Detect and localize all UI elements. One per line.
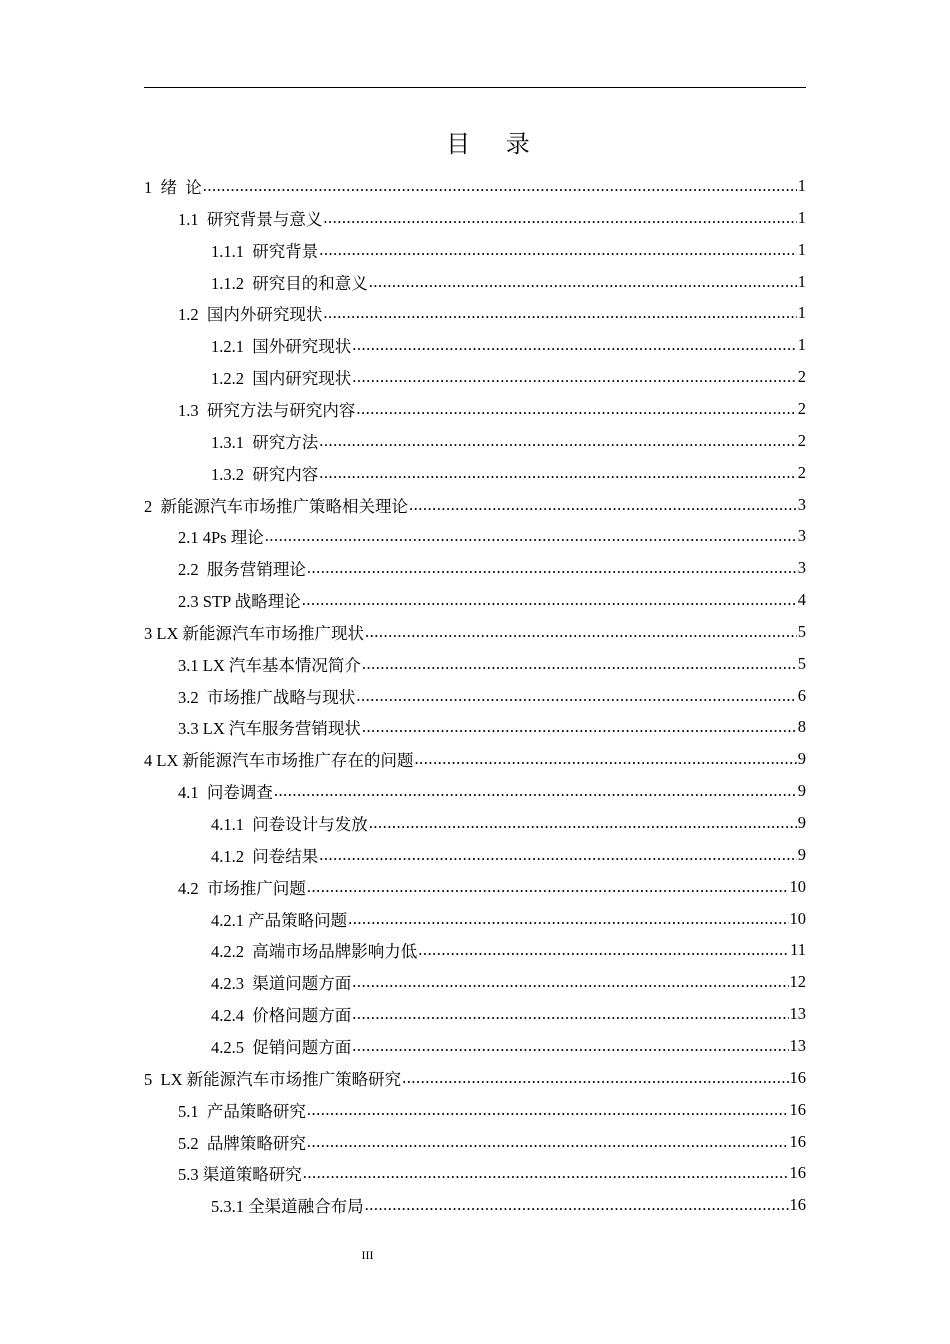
toc-leader-dots	[307, 1100, 789, 1120]
toc-leader-dots	[409, 495, 797, 515]
toc-leader-dots	[356, 686, 796, 706]
toc-entry-page: 5	[797, 654, 806, 673]
toc-entry[interactable]	[178, 584, 806, 616]
page-number: III	[361, 1248, 374, 1262]
toc-entry[interactable]	[178, 202, 806, 234]
toc-entry-page: 2	[797, 399, 806, 418]
toc-leader-dots	[365, 622, 797, 642]
toc-entry-page: 11	[790, 940, 806, 959]
toc-entry[interactable]	[144, 616, 806, 648]
toc-entry-label: 5.1 产品策略研究	[178, 1102, 306, 1121]
toc-entry-label: 2.2 服务营销理论	[178, 560, 306, 579]
toc-entry-label: 4.2.1 产品策略问题	[211, 911, 348, 930]
toc-entry[interactable]	[178, 775, 806, 807]
toc-leader-dots	[356, 399, 796, 419]
toc-leader-dots	[323, 303, 796, 323]
toc-entry-page: 3	[797, 526, 806, 545]
toc-title: 目 录	[446, 130, 544, 158]
toc-leader-dots	[319, 845, 797, 865]
toc-entry-label: 1.1.1 研究背景	[211, 242, 319, 261]
toc-entry-label: 1.3.2 研究内容	[211, 465, 319, 484]
toc-leader-dots	[352, 367, 797, 387]
toc-entry-label: 4.2.5 促销问题方面	[211, 1038, 352, 1057]
toc-entry[interactable]	[144, 1062, 806, 1094]
toc-entry[interactable]	[211, 457, 806, 489]
toc-entry-label: 5.2 品牌策略研究	[178, 1134, 306, 1153]
toc-leader-dots	[265, 526, 797, 546]
toc-entry-page: 2	[797, 431, 806, 450]
toc-entry-label: 1.2.1 国外研究现状	[211, 337, 352, 356]
toc-entry-label: 1.2 国内外研究现状	[178, 305, 323, 324]
toc-leader-dots	[319, 431, 797, 451]
toc-entry-page: 3	[797, 558, 806, 577]
toc-leader-dots	[302, 590, 797, 610]
toc-entry[interactable]	[211, 234, 806, 266]
toc-entry-label: 4.2 市场推广问题	[178, 879, 306, 898]
toc-entry-page: 9	[797, 845, 806, 864]
toc-entry-label: 2 新能源汽车市场推广策略相关理论	[144, 497, 408, 516]
toc-entry-page: 9	[797, 749, 806, 768]
toc-entry-label: 3 LX 新能源汽车市场推广现状	[144, 624, 364, 643]
toc-entry-label: 1.2.2 国内研究现状	[211, 369, 352, 388]
toc-leader-dots	[402, 1068, 788, 1088]
toc-entry[interactable]	[211, 966, 806, 998]
toc-entry-page: 16	[789, 1132, 806, 1151]
toc-leader-dots	[418, 940, 789, 960]
toc-entry[interactable]	[211, 266, 806, 298]
toc-entry[interactable]	[178, 648, 806, 680]
toc-entry-page: 6	[797, 686, 806, 705]
toc-entry[interactable]	[178, 871, 806, 903]
toc-leader-dots	[307, 877, 789, 897]
header-rule	[144, 87, 806, 88]
toc-entry-label: 4.2.3 渠道问题方面	[211, 974, 352, 993]
toc-entry[interactable]	[211, 425, 806, 457]
toc-entry[interactable]	[211, 934, 806, 966]
toc-entry-label: 5.3.1 全渠道融合布局	[211, 1197, 364, 1216]
toc-entry-page: 12	[789, 972, 806, 991]
toc-entry[interactable]	[178, 680, 806, 712]
toc-entry-label: 2.3 STP 战略理论	[178, 592, 301, 611]
toc-leader-dots	[352, 1004, 788, 1024]
toc-entry[interactable]	[211, 1189, 806, 1221]
toc-entry[interactable]	[178, 1094, 806, 1126]
toc-entry-label: 3.1 LX 汽车基本情况简介	[178, 656, 361, 675]
toc-entry-page: 5	[797, 622, 806, 641]
toc-entry-label: 4.2.2 高端市场品牌影响力低	[211, 942, 418, 961]
toc-leader-dots	[362, 717, 797, 737]
toc-entry-page: 1	[797, 208, 806, 227]
toc-leader-dots	[369, 813, 797, 833]
toc-leader-dots	[323, 208, 796, 228]
toc-entry-label: 1.1 研究背景与意义	[178, 210, 323, 229]
toc-entry-page: 4	[797, 590, 806, 609]
toc-entry[interactable]	[211, 1030, 806, 1062]
toc-leader-dots	[303, 1163, 789, 1183]
toc-entry-label: 1.3 研究方法与研究内容	[178, 401, 356, 420]
toc-entry[interactable]	[178, 1126, 806, 1158]
toc-entry[interactable]	[178, 297, 806, 329]
toc-leader-dots	[307, 1132, 789, 1152]
toc-entry[interactable]	[211, 361, 806, 393]
toc-entry-label: 3.3 LX 汽车服务营销现状	[178, 719, 361, 738]
toc-entry-page: 10	[789, 877, 806, 896]
toc-leader-dots	[365, 1195, 789, 1215]
toc-entry[interactable]	[211, 839, 806, 871]
toc-entry-page: 2	[797, 367, 806, 386]
toc-entry[interactable]	[144, 489, 806, 521]
toc-leader-dots	[352, 1036, 788, 1056]
toc-entry[interactable]	[178, 520, 806, 552]
toc-entry-label: 1 绪 论	[144, 178, 202, 197]
toc-entry-label: 1.3.1 研究方法	[211, 433, 319, 452]
toc-entry-page: 16	[789, 1163, 806, 1182]
toc-entry-label: 4.1.2 问卷结果	[211, 847, 319, 866]
toc-leader-dots	[369, 272, 797, 292]
toc-leader-dots	[362, 654, 797, 674]
toc-entry-page: 8	[797, 717, 806, 736]
toc-entry-page: 9	[797, 813, 806, 832]
toc-entry-page: 1	[797, 335, 806, 354]
toc-entry-page: 1	[797, 303, 806, 322]
toc-entry-page: 2	[797, 463, 806, 482]
toc-entry-page: 10	[789, 909, 806, 928]
toc-entry[interactable]	[178, 393, 806, 425]
toc-entry-label: 4.2.4 价格问题方面	[211, 1006, 352, 1025]
toc-leader-dots	[319, 240, 797, 260]
toc-entry-label: 5.3 渠道策略研究	[178, 1165, 302, 1184]
toc-entry-page: 1	[797, 240, 806, 259]
toc-entry-label: 1.1.2 研究目的和意义	[211, 274, 368, 293]
toc-entry-page: 13	[789, 1036, 806, 1055]
toc-entry-page: 9	[797, 781, 806, 800]
toc-leader-dots	[352, 972, 788, 992]
toc-entry[interactable]	[211, 329, 806, 361]
toc-leader-dots	[352, 335, 797, 355]
toc-entry-page: 16	[789, 1195, 806, 1214]
toc-leader-dots	[348, 909, 788, 929]
toc-entry[interactable]	[178, 1157, 806, 1189]
toc-entry-label: 3.2 市场推广战略与现状	[178, 688, 356, 707]
toc-entry[interactable]	[144, 170, 806, 202]
toc-entry-page: 1	[797, 272, 806, 291]
toc-entry-page: 13	[789, 1004, 806, 1023]
toc-entry-label: 4.1.1 问卷设计与发放	[211, 815, 368, 834]
toc-entry-page: 16	[789, 1100, 806, 1119]
toc-entry[interactable]	[178, 711, 806, 743]
toc-entry[interactable]	[211, 998, 806, 1030]
toc-entry-label: 4.1 问卷调查	[178, 783, 273, 802]
toc-entry-page: 3	[797, 495, 806, 514]
toc-leader-dots	[203, 176, 797, 196]
toc-entry[interactable]	[211, 903, 806, 935]
toc-leader-dots	[274, 781, 797, 801]
toc-leader-dots	[307, 558, 797, 578]
toc-entry[interactable]	[211, 807, 806, 839]
toc-entry-page: 1	[797, 176, 806, 195]
toc-entry-label: 5 LX 新能源汽车市场推广策略研究	[144, 1070, 402, 1089]
toc-leader-dots	[415, 749, 797, 769]
toc-entry-label: 2.1 4Ps 理论	[178, 528, 264, 547]
toc-entry[interactable]	[178, 552, 806, 584]
toc-entry-label: 4 LX 新能源汽车市场推广存在的问题	[144, 751, 414, 770]
toc-leader-dots	[319, 463, 797, 483]
toc-entry-page: 16	[789, 1068, 806, 1087]
toc-entry[interactable]	[144, 743, 806, 775]
